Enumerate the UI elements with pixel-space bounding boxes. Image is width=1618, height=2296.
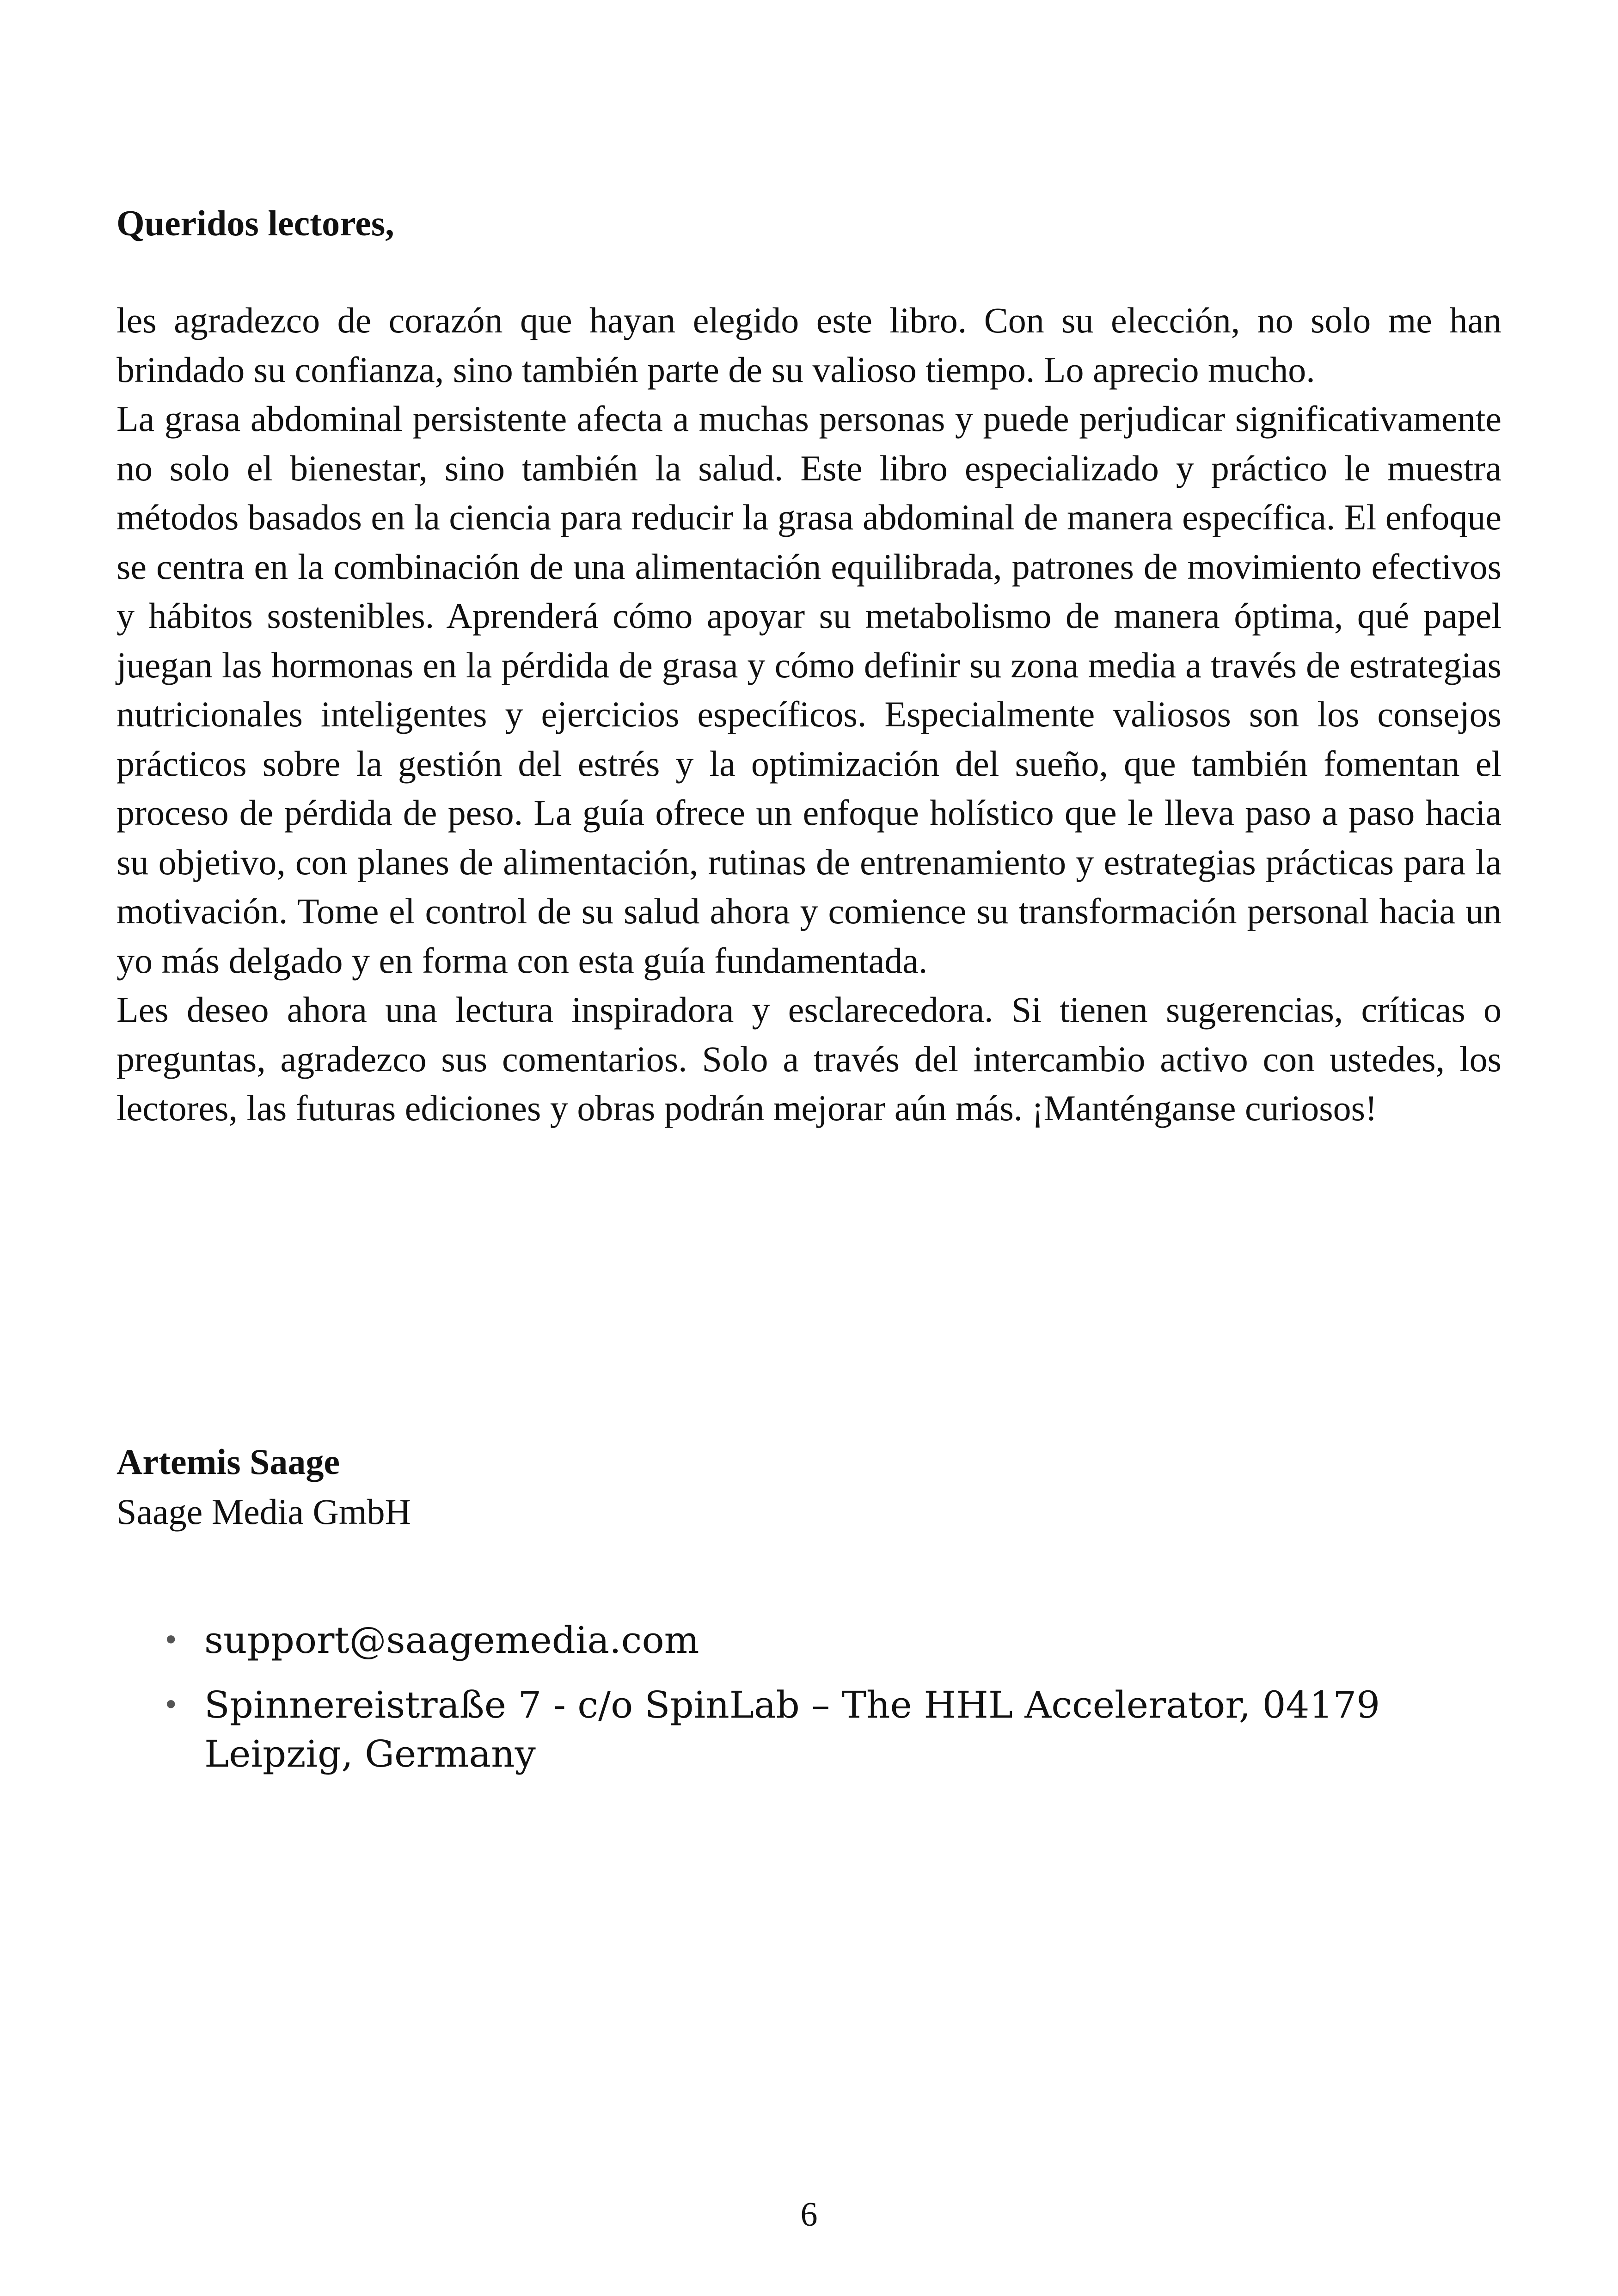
bullet-icon: • xyxy=(163,1624,179,1657)
salutation-heading: Queridos lectores, xyxy=(116,203,394,243)
paragraph-closing: Les deseo ahora una lectura inspiradora y esclarecedora. Si tienen sugerencias, críticas o preguntas, agradezco sus comentarios. Solo a través del intercambio activo con ustedes, los lectores, las futuras ediciones y obras podrán mejorar aún más. ¡Manténganse curiosos! xyxy=(116,989,1502,1128)
contact-address-item xyxy=(116,1681,1499,1779)
contact-email: support@saagemedia.com xyxy=(204,1619,699,1662)
contact-list xyxy=(116,1616,1499,1794)
contact-email-item xyxy=(116,1616,1499,1665)
letter-body xyxy=(116,296,1502,1133)
page-number: 6 xyxy=(800,2196,818,2234)
paragraph-thanks: les agradezco de corazón que hayan elegido este libro. Con su elección, no solo me han brindado su confianza, sino también parte de su valioso tiempo. Lo aprecio mucho. xyxy=(116,300,1502,390)
paragraph-book-description: La grasa abdominal persistente afecta a muchas personas y puede perjudicar significativamente no solo el bienestar, sino también la salud. Este libro especializado y práctico le muestra métodos basados en la ciencia para reducir la grasa abdominal de manera específica. El enfoque se centra en la combinación de una alimentación equilibrada, patrones de movimiento efectivos y hábitos sostenibles. Aprenderá cómo apoyar su metabolismo de manera óptima, qué papel juegan las hormonas en la pérdida de grasa y cómo definir su zona media a través de estrategias nutricionales inteligentes y ejercicios específicos. Especialmente valiosos son los consejos prácticos sobre la gestión del estrés y la optimización del sueño, que también fomentan el proceso de pérdida de peso. La guía ofrece un enfoque holístico que le lleva paso a paso hacia su objetivo, con planes de alimentación, rutinas de entrenamiento y estrategias prácticas para la motivación. Tome el control de su salud ahora y comience su transformación personal hacia un yo más delgado y en forma con esta guía fundamentada. xyxy=(116,399,1502,981)
company-name: Saage Media GmbH xyxy=(116,1492,411,1532)
bullet-icon: • xyxy=(163,1689,179,1721)
author-name: Artemis Saage xyxy=(116,1442,340,1482)
signature-block xyxy=(116,1437,411,1537)
contact-address: Spinnereistraße 7 - c/o SpinLab – The HHL Accelerator, 04179 Leipzig, Germany xyxy=(204,1683,1380,1775)
